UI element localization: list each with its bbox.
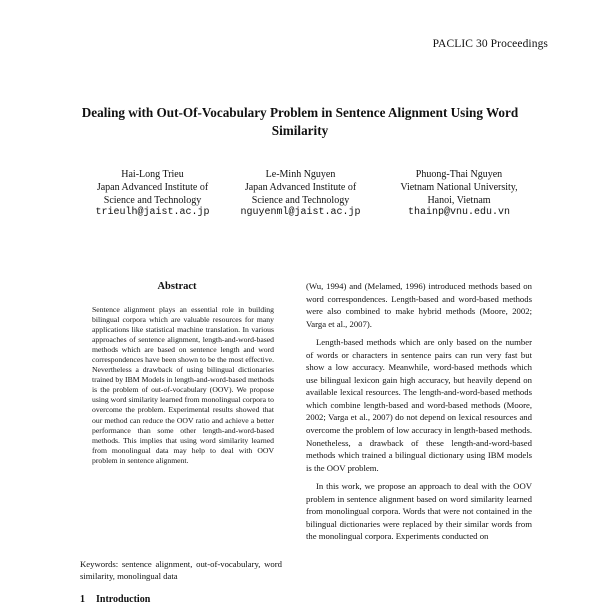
author-affiliation: Japan Advanced Institute of <box>244 181 357 193</box>
author-email[interactable]: trieulh@jaist.ac.jp <box>95 207 210 219</box>
author-affiliation: Science and Technology <box>251 194 350 206</box>
author-name: Hai-Long Trieu <box>121 169 184 180</box>
author-block <box>375 169 543 220</box>
author-affiliation: Hanoi, Vietnam <box>427 194 491 206</box>
abstract-heading: Abstract <box>157 281 197 292</box>
author-email[interactable]: nguyenml@jaist.ac.jp <box>240 207 361 219</box>
paragraph: In this work, we propose an approach to deal with the OOV problem in sentence alignment based on word similarity learned from monolingual corpora. Words that were not contained in the bilingual dictionaries were replaced by their similar words from the monolingual corpora. Experiments conducted on <box>306 481 532 542</box>
author-email[interactable]: thainp@vnu.edu.vn <box>407 207 511 219</box>
running-header: PACLIC 30 Proceedings <box>432 38 548 50</box>
section-title: Introduction <box>96 594 151 605</box>
author-affiliation: Vietnam National University, <box>400 181 518 193</box>
paragraph: (Wu, 1994) and (Melamed, 1996) introduced methods based on word correspondences. Length-based and word-based methods were also combined to make hybrid methods (Moore, 2002; Varga et al., 2007). <box>306 281 532 329</box>
author-block <box>228 169 373 220</box>
paper-title: Dealing with Out-Of-Vocabulary Problem in Sentence Alignment Using Word Similarity <box>81 105 519 138</box>
section-number: 1 <box>80 594 85 605</box>
author-name: Le-Minh Nguyen <box>265 169 336 180</box>
keywords <box>80 558 282 582</box>
body-right-column <box>306 280 532 543</box>
abstract-text: Sentence alignment plays an essential role in building bilingual corpora which are valuable resources for many applications like statistical machine translation. In various approaches of sentence alignment, length-and-word-based methods which are based on sentence length and word correspondences have been shown to be the most effective. Nevertheless a drawback of using bilingual dictionaries trained by IBM Models in length-and-word-based methods is the problem of out-of-vocabulary (OOV). We propose using word similarity learned from monolingual corpora to overcome the problem. Experimental results showed that our method can reduce the OOV ratio and achieve a better performance than some other length-and-word-based methods. This implies that using word similarity learned from monolingual data may help to deal with OOV problem in sentence alignment. <box>92 305 274 465</box>
keywords-text: sentence alignment, out-of-vocabulary, word similarity, monolingual data <box>80 559 282 582</box>
author-affiliation: Science and Technology <box>103 194 202 206</box>
author-block <box>75 169 230 220</box>
author-name: Phuong-Thai Nguyen <box>415 169 503 180</box>
author-affiliation: Japan Advanced Institute of <box>96 181 209 193</box>
paragraph: Length-based methods which are only based on the number of words or characters in sentence pairs can run very fast but show a low accuracy. Meanwhile, word-based methods which use bilingual lexicon gain high accuracy, but heavily depend on available lexical resources. The length-and-word-based methods which combine length-based and word-based methods (Moore, 2002; Varga et al., 2007) do not depend on lexical resources and overcome the problem of low accuracy in length-based methods. Nonetheless, a drawback of these length-and-word-based methods which trained a bilingual dictionary using IBM models is the OOV problem. <box>306 337 532 473</box>
keywords-label: Keywords: <box>80 559 119 569</box>
